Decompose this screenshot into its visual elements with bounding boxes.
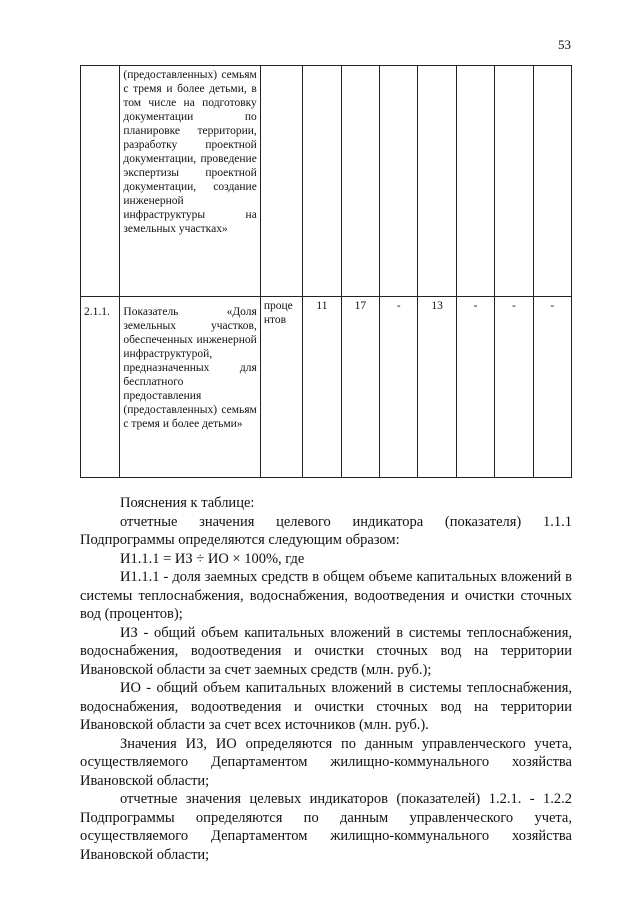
value-cell: 13	[418, 297, 456, 478]
value-cell	[418, 66, 456, 297]
indicator-table	[80, 65, 572, 478]
notes-paragraph: отчетные значения целевого индикатора (показателя) 1.1.1 Подпрограммы определяются следующим образом:	[80, 513, 572, 548]
value-cell	[495, 66, 533, 297]
value-cell: 11	[303, 297, 341, 478]
value-cell: -	[456, 297, 494, 478]
value-cell	[380, 66, 418, 297]
table-row	[81, 297, 572, 478]
value-cell: 17	[341, 297, 379, 478]
notes-paragraph: Значения ИЗ, ИО определяются по данным управленческого учета, осуществляемого Департаментом жилищно-коммунального хозяйства Ивановской области;	[80, 735, 572, 789]
value-cell: -	[380, 297, 418, 478]
unit-cell: проце нтов	[260, 297, 302, 478]
notes-paragraph: отчетные значения целевых индикаторов (показателей) 1.2.1. - 1.2.2 Подпрограммы определяются по данным управленческого учета, осуществляемого Департаментом жилищно-коммунального хозяйства Ивановской области;	[80, 791, 572, 863]
table-notes	[80, 494, 572, 864]
row-number-cell	[81, 66, 120, 297]
row-number-cell: 2.1.1.	[81, 297, 120, 478]
indicator-description-cell: Показатель «Доля земельных участков, обеспеченных инженерной инфраструктурой, предназначенных для бесплатного предоставления (предоставленных) семьям с тремя и более детьми»	[120, 297, 260, 478]
unit-cell	[260, 66, 302, 297]
notes-paragraph: ИО - общий объем капитальных вложений в системы теплоснабжения, водоснабжения, водоотведения и очистки сточных вод на территории Ивановской области за счет всех источников (млн. руб.).	[80, 680, 572, 733]
value-cell: -	[495, 297, 533, 478]
value-cell	[456, 66, 494, 297]
value-cell: -	[533, 297, 571, 478]
notes-heading: Пояснения к таблице:	[120, 495, 255, 511]
value-cell	[303, 66, 341, 297]
table-row	[81, 66, 572, 297]
notes-paragraph: ИЗ - общий объем капитальных вложений в системы теплоснабжения, водоснабжения, водоотведения и очистки сточных вод на территории Ивановской области за счет заемных средств (млн. руб.);	[80, 624, 572, 678]
notes-paragraph: И1.1.1 - доля заемных средств в общем объеме капитальных вложений в системы теплоснабжения, водоснабжения, водоотведения и очистки сточных вод (процентов);	[80, 569, 572, 622]
formula-line: И1.1.1 = ИЗ ÷ ИО × 100%, где	[120, 550, 305, 567]
value-cell	[533, 66, 571, 297]
value-cell	[341, 66, 379, 297]
page-number: 53	[558, 37, 571, 52]
indicator-description-cell: (предоставленных) семьям с тремя и более детьми, в том числе на подготовку документации по планировке территории, разработку проектной документации, проведение экспертизы проектной документации, создание инженерной инфраструктуры на земельных участках»	[120, 66, 260, 297]
